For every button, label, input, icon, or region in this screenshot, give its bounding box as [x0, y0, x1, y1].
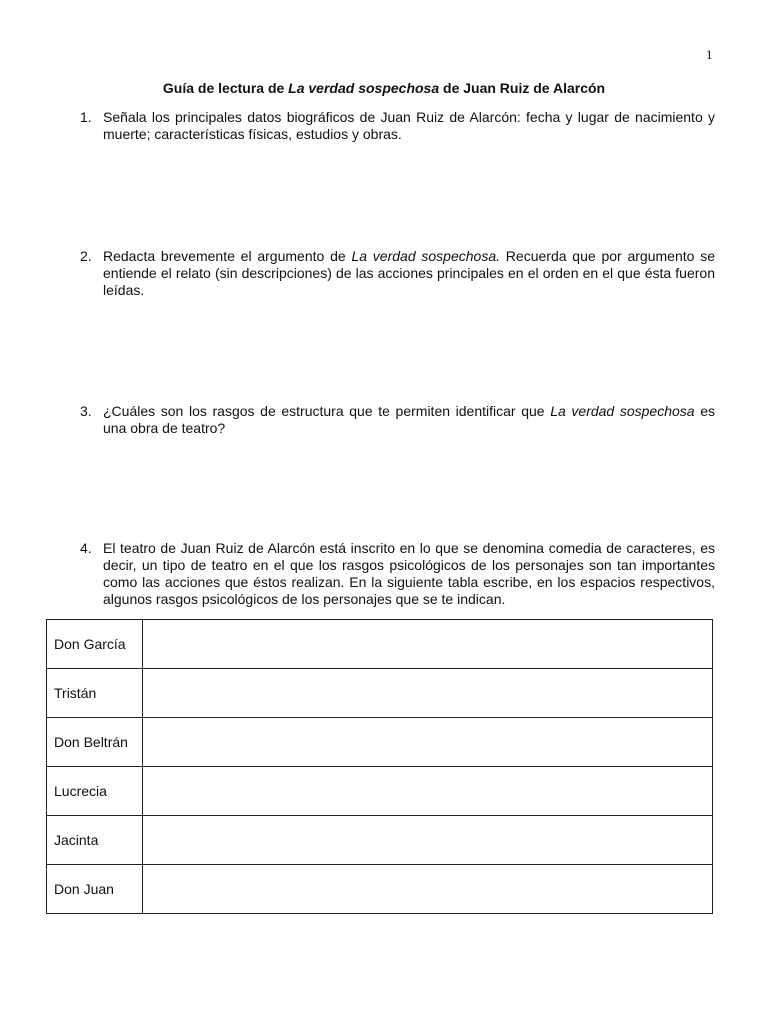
question-4: [80, 540, 715, 608]
character-name: Don Juan: [47, 865, 143, 914]
table-row: [47, 669, 713, 718]
character-name: Don Beltrán: [47, 718, 143, 767]
table-row: [47, 718, 713, 767]
character-name: Lucrecia: [47, 767, 143, 816]
title-suffix: de Juan Ruiz de Alarcón: [439, 80, 606, 96]
answer-cell[interactable]: [143, 816, 713, 865]
question-text: El teatro de Juan Ruiz de Alarcón está inscrito en lo que se denomina comedia de caracteres, es decir, un tipo de teatro en el que los rasgos psicológicos de los personajes son tan importantes como las acciones que éstos realizan. En la siguiente tabla escribe, en los espacios respectivos, algunos rasgos psicológicos de los personajes que se te indican.: [103, 540, 715, 607]
question-2: [80, 248, 715, 299]
answer-cell[interactable]: [143, 669, 713, 718]
question-3: [80, 403, 715, 437]
character-name: Tristán: [47, 669, 143, 718]
question-number: 1.: [80, 109, 92, 125]
title-prefix: Guía de lectura de: [162, 80, 289, 96]
table-row: [47, 865, 713, 914]
question-text: Señala los principales datos biográficos de Juan Ruiz de Alarcón: fecha y lugar de nacimiento y muerte; características físicas, estudios y obras.: [103, 109, 715, 142]
table-row: [47, 767, 713, 816]
answer-cell[interactable]: [143, 865, 713, 914]
question-text: Redacta brevemente el argumento de La verdad sospechosa. Recuerda que por argumento se entiende el relato (sin descripciones) de las acciones principales en el orden en el que ésta fueron leídas.: [103, 248, 715, 298]
table-row: [47, 620, 713, 669]
character-name: Don García: [47, 620, 143, 669]
question-text: ¿Cuáles son los rasgos de estructura que te permiten identificar que La verdad sospechosa es una obra de teatro?: [103, 403, 715, 436]
answer-cell[interactable]: [143, 620, 713, 669]
answer-cell[interactable]: [143, 718, 713, 767]
title-work: La verdad sospechosa: [288, 80, 440, 96]
character-traits-table: [46, 619, 713, 914]
question-1: [80, 109, 715, 143]
answer-cell[interactable]: [143, 767, 713, 816]
question-number: 4.: [80, 540, 92, 556]
page-number: 1: [706, 47, 713, 62]
question-number: 2.: [80, 248, 92, 264]
page-title: [0, 80, 768, 96]
table-row: [47, 816, 713, 865]
character-name: Jacinta: [47, 816, 143, 865]
question-number: 3.: [80, 403, 92, 419]
